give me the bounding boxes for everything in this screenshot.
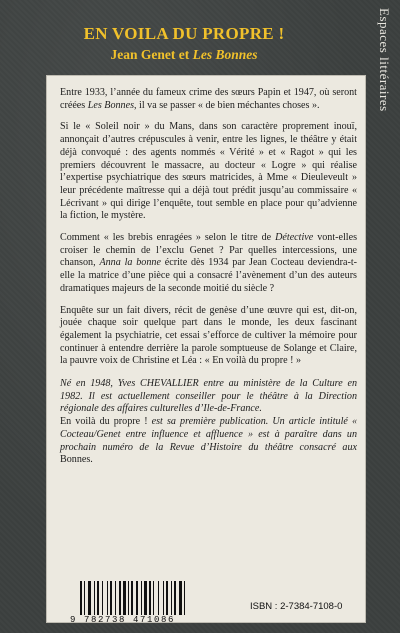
- paragraph-1: [60, 87, 357, 112]
- barcode-stripe: [107, 581, 108, 615]
- barcode-stripe: [171, 581, 172, 615]
- barcode-stripe: [123, 581, 126, 615]
- p1-b: , il va se passer « de bien méchantes choses ».: [134, 99, 320, 111]
- barcode-stripe: [88, 581, 91, 615]
- barcode-number: 9 782738 471086: [70, 615, 176, 625]
- barcode-stripe: [163, 581, 164, 615]
- book-title: EN VOILA DU PROPRE !: [83, 24, 285, 43]
- p3-italic-2: Anna la bonne: [99, 257, 161, 269]
- isbn: ISBN : 2-7384-7108-0: [250, 601, 343, 612]
- pub-title-2: Bonnes: [60, 454, 91, 466]
- p3-b: vont-elles croiser le chemin de l’exclu Genet ? Par quelles intercessions, une chanson,: [60, 232, 358, 269]
- p3-c: écrite dès 1934 par Jean Cocteau deviendra-t-elle la matrice d’une pièce qui a consacré l’avènement d’un des auteurs dramatiques majeurs de la seconde moitié du siècle ?: [60, 257, 358, 294]
- barcode-stripe: [149, 581, 151, 615]
- cover-header: [0, 24, 368, 63]
- barcode-stripe: [184, 581, 185, 615]
- barcode-stripe: [144, 581, 147, 615]
- pub-text: est sa première publication. Un article intitulé « Cocteau/Genet entre influence et affluence » est à paraître dans un prochain numéro de la Revue d’Histoire du théâtre consacré aux: [60, 416, 357, 453]
- barcode-stripe: [119, 581, 121, 615]
- barcode: [70, 581, 220, 625]
- barcode-stripe: [97, 581, 99, 615]
- barcode-stripe: [141, 581, 142, 615]
- series-label: Espaces littéraires: [377, 8, 392, 112]
- barcode-stripe: [102, 581, 103, 615]
- book-subtitle: [0, 47, 368, 63]
- paragraph-2: Si le « Soleil noir » du Mans, dans son caractère proprement inouï, annonçait d’autres crépuscules à venir, entre les lignes, le théâtre y était déjà convoqué : des agents nommés « Vérité » et « Ragot » qui les premiers découvrent le massacre, au docteur « Logre » qui réalise l’expertise psychiatrique des sœurs matricides, à Mme « Dieuleveult » leur précédente maîtresse qui a déjà tout prédit jusqu’au commissaire « Lécrivant » qui dirige l’enquête, tout semble en place pour qu’advienne la fiction, le mystère.: [60, 121, 357, 222]
- barcode-stripe: [115, 581, 116, 615]
- paragraph-3: [60, 232, 357, 296]
- pub-end: .: [90, 454, 93, 466]
- p3-a: Comment « les brebis enragées » selon le titre de: [60, 232, 276, 244]
- barcode-stripe: [84, 581, 85, 615]
- barcode-stripe: [166, 581, 168, 615]
- paragraph-4: Enquête sur un fait divers, récit de genèse d’une œuvre qui est, dit-on, jouée chaque soir quelque part dans le monde, les deux fascinant également la psychiatrie, cet essai s’efforce de cultiver la mémoire pour continuer à entendre derrière la parole somptueuse de Solange et Claire, la pauvre voix de Christine et Léa : « En voilà du propre ! »: [60, 304, 357, 367]
- p1-a: Entre 1933, l’année du fameux crime des sœurs Papin et 1947, où seront créées: [60, 87, 357, 111]
- subtitle-italic: Les Bonnes: [192, 47, 258, 62]
- barcode-stripe: [136, 581, 138, 615]
- barcode-stripe: [174, 581, 176, 615]
- barcode-stripe: [128, 581, 129, 615]
- author-publications: [60, 416, 357, 467]
- barcode-stripe: [179, 581, 182, 615]
- barcode-stripe: [131, 581, 133, 615]
- barcode-stripe: [110, 581, 112, 615]
- blurb: [60, 87, 357, 476]
- p1-italic: Les Bonnes: [87, 99, 134, 111]
- p3-italic-1: Détective: [275, 232, 314, 244]
- barcode-stripe: [80, 581, 82, 615]
- barcode-bars: [80, 581, 218, 615]
- author-bio: Né en 1948, Yves CHEVALLIER entre au ministère de la Culture en 1982. Il est actuellement conseiller pour le théâtre à la Direction régionale des affaires culturelles d’Ile-de-France.: [60, 378, 357, 415]
- barcode-stripe: [94, 581, 95, 615]
- pub-title: En voilà du propre !: [60, 416, 148, 428]
- subtitle-prefix: Jean Genet et: [110, 47, 193, 62]
- barcode-stripe: [153, 581, 154, 615]
- barcode-stripe: [158, 581, 159, 615]
